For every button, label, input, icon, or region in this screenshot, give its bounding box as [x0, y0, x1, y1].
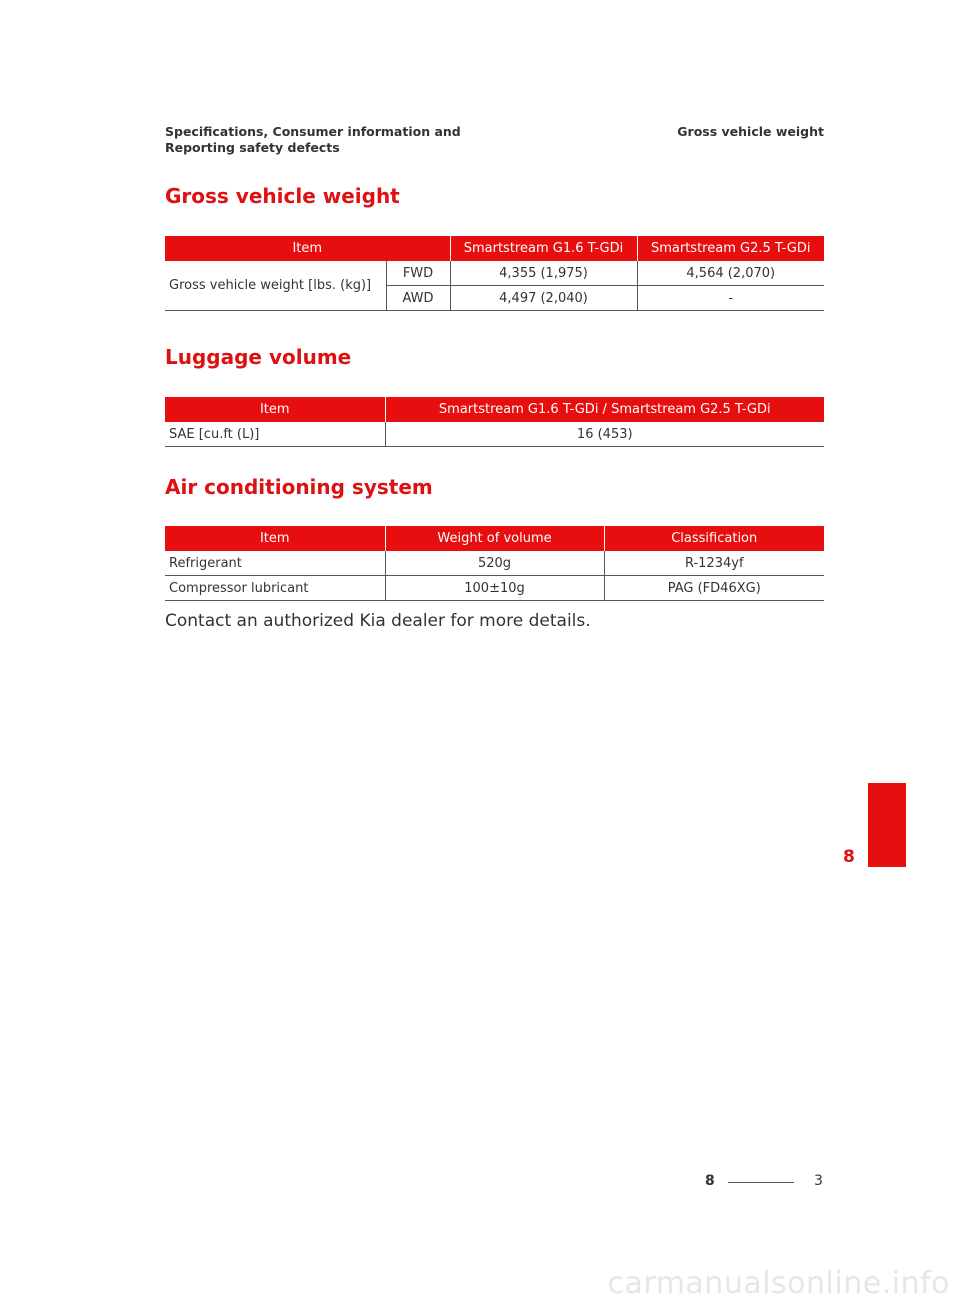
watermark: carmanualsonline.info: [607, 1266, 950, 1301]
header-cell-weight: Weight of volume: [385, 526, 604, 551]
header-cell-engines: Smartstream G1.6 T-GDi / Smartstream G2.5 T-GDi: [385, 397, 824, 422]
table-header-row: [165, 397, 824, 422]
running-header-line-2: Reporting safety defects: [165, 140, 340, 155]
row-label: Gross vehicle weight [lbs. (kg)]: [165, 261, 386, 311]
chapter-tab-number: 8: [843, 847, 855, 867]
drive-type-cell: FWD: [386, 261, 450, 286]
table-row: [165, 576, 824, 601]
dealer-note: Contact an authorized Kia dealer for more details.: [165, 611, 591, 631]
chapter-tab-marker: [868, 783, 906, 867]
value-cell: 4,355 (1,975): [450, 261, 637, 286]
running-header-line-1: Specifications, Consumer information and: [165, 124, 461, 139]
header-cell-g16: Smartstream G1.6 T-GDi: [450, 236, 637, 261]
table-row: [165, 551, 824, 576]
gvw-table: [165, 236, 824, 311]
footer-divider: [728, 1182, 794, 1183]
header-cell-item: Item: [165, 397, 385, 422]
item-cell: SAE [cu.ft (L)]: [165, 422, 385, 447]
table-header-row: [165, 236, 824, 261]
value-cell: -: [637, 286, 824, 311]
table-header-row: [165, 526, 824, 551]
header-cell-classification: Classification: [604, 526, 824, 551]
running-header-topic: Gross vehicle weight: [677, 124, 824, 139]
drive-type-cell: AWD: [386, 286, 450, 311]
value-cell: PAG (FD46XG): [604, 576, 824, 601]
header-cell-item: Item: [165, 526, 385, 551]
item-cell: Refrigerant: [165, 551, 385, 576]
value-cell: 520g: [385, 551, 604, 576]
value-cell: 4,564 (2,070): [637, 261, 824, 286]
aircon-table: [165, 526, 824, 601]
table-row: [165, 261, 824, 286]
value-cell: 4,497 (2,040): [450, 286, 637, 311]
luggage-table: [165, 397, 824, 447]
header-cell-item: Item: [165, 236, 450, 261]
value-cell: 16 (453): [385, 422, 824, 447]
running-header-section: [165, 124, 461, 156]
footer-chapter-number: 8: [705, 1173, 715, 1189]
item-cell: Compressor lubricant: [165, 576, 385, 601]
header-cell-g25: Smartstream G2.5 T-GDi: [637, 236, 824, 261]
value-cell: 100±10g: [385, 576, 604, 601]
luggage-heading: Luggage volume: [165, 345, 352, 369]
gvw-heading: Gross vehicle weight: [165, 184, 400, 208]
aircon-heading: Air conditioning system: [165, 475, 433, 499]
value-cell: R-1234yf: [604, 551, 824, 576]
table-row: [165, 422, 824, 447]
footer-page-number: 3: [814, 1173, 823, 1189]
